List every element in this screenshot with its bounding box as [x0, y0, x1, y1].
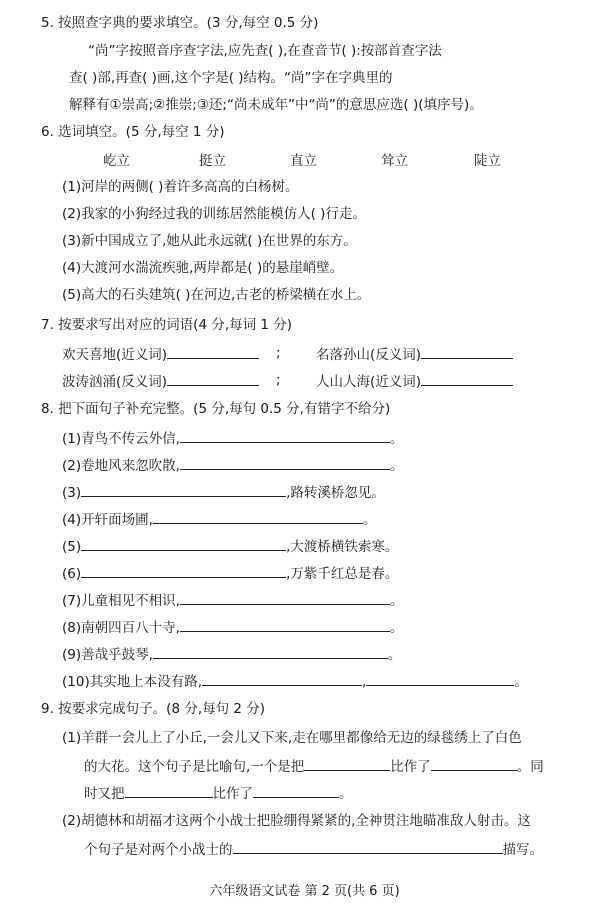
answer-blank[interactable]: [202, 671, 362, 686]
q8-item-5: (5) ,大渡桥横铁索寒。: [62, 536, 398, 556]
q8-item-8: (8)南朝四百八十寺, 。: [62, 617, 403, 637]
q7-item-d: 人山人海(近义词): [316, 371, 513, 391]
q6-sentence-2: (2)我家的小狗经过我的训练居然能模仿人( )行走。: [62, 206, 366, 222]
answer-blank[interactable]: [180, 455, 390, 470]
q9-part1-line2: 的大花。这个句子是比喻句,一个是把 比作了 。同: [84, 756, 544, 776]
answer-blank[interactable]: [233, 839, 503, 854]
q5-line-3: 解释有①崇高;②推崇;③还;“尚未成年”中“尚”的意思应选( )(填序号)。: [69, 97, 483, 113]
page-footer: 六年级语文试卷 第 2 页(共 6 页): [209, 884, 400, 899]
word-option: 陡立: [474, 153, 501, 169]
q9-title: 9. 按要求完成句子。(8 分,每句 2 分): [41, 701, 266, 717]
word-option: 挺立: [199, 153, 226, 169]
q8-item-10: (10)其实地上本没有路, , 。: [62, 671, 528, 691]
answer-blank[interactable]: [180, 617, 390, 632]
q5-title: 5. 按照查字典的要求填空。(3 分,每空 0.5 分): [41, 15, 319, 31]
answer-blank[interactable]: [153, 644, 388, 659]
q6-sentence-3: (3)新中国成立了,她从此永远就( )在世界的东方。: [62, 233, 357, 249]
q8-item-3: (3) ,路转溪桥忽见。: [62, 482, 385, 502]
q9-part2-line1: (2)胡德林和胡福才这两个小战士把脸绷得紧紧的,全神贯注地瞄准敌人射击。这: [62, 813, 531, 829]
answer-blank[interactable]: [431, 756, 517, 771]
answer-blank[interactable]: [167, 371, 259, 386]
answer-blank[interactable]: [81, 482, 286, 497]
q6-sentence-5: (5)高大的石头建筑( )在河边,古老的桥梁横在水上。: [62, 287, 371, 303]
answer-blank[interactable]: [253, 783, 339, 798]
q8-item-6: (6) ,万紫千红总是春。: [62, 563, 398, 583]
q8-item-4: (4)开轩面场圃, 。: [62, 509, 376, 529]
q7-item-c: 波涛汹涌(反义词): [62, 371, 259, 391]
answer-blank[interactable]: [125, 783, 213, 798]
q6-sentence-4: (4)大渡河水湍流疾驰,两岸都是( )的悬崖峭壁。: [62, 260, 344, 276]
word-option: 直立: [290, 153, 317, 169]
answer-blank[interactable]: [366, 671, 514, 686]
q8-item-9: (9)善哉乎鼓琴, 。: [62, 644, 401, 664]
word-option: 耸立: [381, 153, 408, 169]
answer-blank[interactable]: [180, 428, 390, 443]
answer-blank[interactable]: [180, 590, 390, 605]
q6-word-bank: [0, 152, 609, 170]
q7-separator: ;: [276, 372, 281, 388]
answer-blank[interactable]: [421, 344, 513, 359]
q6-sentence-1: (1)河岸的两侧( )着许多高高的白杨树。: [62, 179, 299, 195]
answer-blank[interactable]: [153, 509, 363, 524]
q9-part2-line2: 个句子是对两个小战士的 描写。: [84, 839, 543, 859]
q6-title: 6. 选词填空。(5 分,每空 1 分): [41, 124, 225, 140]
q7-item-b: 名落孙山(反义词): [316, 344, 513, 364]
q8-item-7: (7)儿童相见不相识, 。: [62, 590, 403, 610]
answer-blank[interactable]: [304, 756, 390, 771]
q9-part1-line3: 时又把 比作了 。: [84, 783, 353, 803]
q9-part1-line1: (1)羊群一会儿上了小丘,一会儿又下来,走在哪里都像给无边的绿毯绣上了白色: [62, 730, 522, 746]
answer-blank[interactable]: [81, 563, 286, 578]
q8-item-2: (2)卷地风来忽吹散, 。: [62, 455, 403, 475]
q7-separator: ;: [276, 345, 281, 361]
q8-item-1: (1)青鸟不传云外信, 。: [62, 428, 403, 448]
q7-item-a: 欢天喜地(近义词): [62, 344, 259, 364]
answer-blank[interactable]: [421, 371, 513, 386]
answer-blank[interactable]: [167, 344, 259, 359]
word-option: 屹立: [103, 153, 130, 169]
answer-blank[interactable]: [81, 536, 286, 551]
q5-line-1: “尚”字按照音序查字法,应先查( ),在查音节( ):按部首查字法: [88, 43, 442, 59]
q7-title: 7. 按要求写出对应的词语(4 分,每词 1 分): [41, 317, 293, 333]
q8-title: 8. 把下面句子补充完整。(5 分,每句 0.5 分,有错字不给分): [41, 401, 391, 417]
q5-line-2: 查( )部,再查( )画,这个字是( )结构。“尚”字在字典里的: [69, 70, 393, 86]
